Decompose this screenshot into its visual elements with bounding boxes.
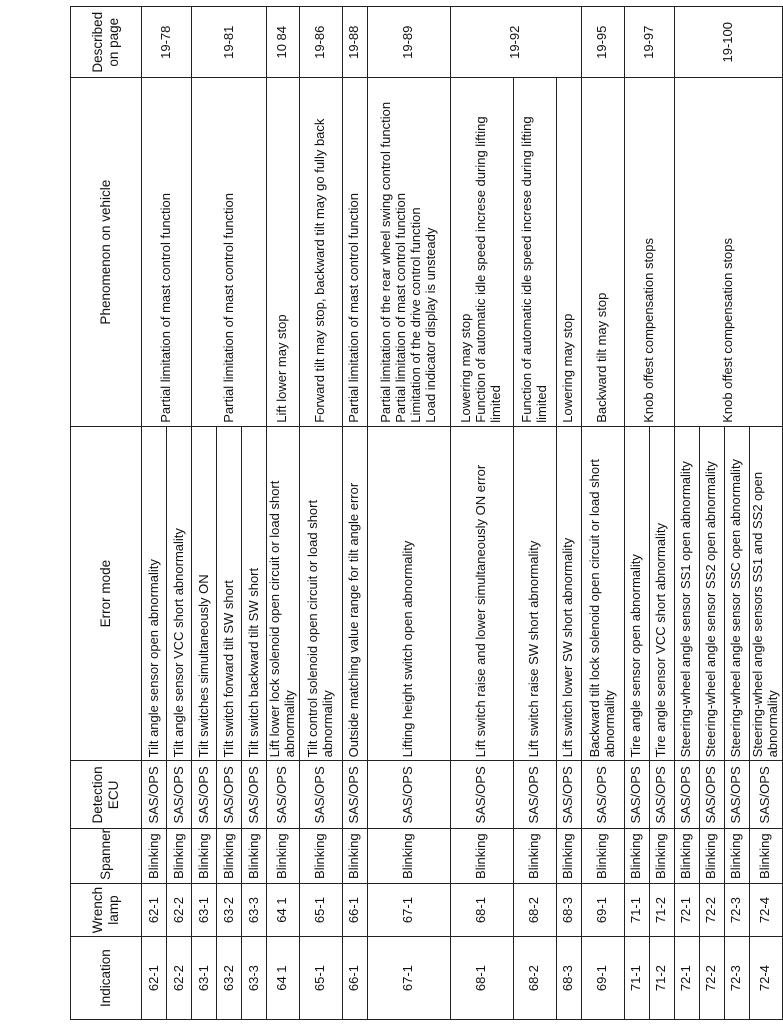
table-row — [513, 7, 556, 1020]
cell-indication: 68-3 — [556, 937, 581, 1020]
cell-phenomenon: Backward tilt may stop — [581, 78, 624, 426]
cell-wrench-lamp: 64 1 — [267, 883, 300, 936]
cell-spanner: Blinking — [167, 829, 192, 883]
cell-error-mode: Backward tilt lock solenoid open circuit or load short abnormality — [581, 426, 624, 761]
cell-indication: 63-2 — [217, 937, 242, 1020]
cell-detection-ecu: SAS/OPS — [724, 761, 749, 829]
cell-detection-ecu: SAS/OPS — [342, 761, 367, 829]
cell-error-mode: Lifting height switch open abnormality — [367, 426, 450, 761]
cell-spanner: Blinking — [267, 829, 300, 883]
cell-spanner: Blinking — [242, 829, 267, 883]
cell-indication: 63-1 — [192, 937, 217, 1020]
cell-error-mode: Outside matching value range for tilt angle error — [342, 426, 367, 761]
cell-phenomenon: Function of automatic idle speed increse during lifting limited — [513, 78, 556, 426]
cell-error-mode: Tire angle sensor open abnormality — [624, 426, 649, 761]
cell-indication: 71-2 — [649, 937, 674, 1020]
cell-wrench-lamp: 63-2 — [217, 883, 242, 936]
cell-phenomenon: Forward tilt may stop, backward tilt may go fully back — [299, 78, 342, 426]
cell-wrench-lamp: 62-2 — [167, 883, 192, 936]
cell-error-mode: Tilt control solenoid open circuit or load short abnormality — [299, 426, 342, 761]
cell-indication: 62-1 — [142, 937, 167, 1020]
cell-detection-ecu: SAS/OPS — [749, 761, 782, 829]
table-row — [267, 7, 300, 1020]
cell-indication: 63-3 — [242, 937, 267, 1020]
cell-wrench-lamp: 68-1 — [450, 883, 513, 936]
cell-error-mode: Lift lower lock solenoid open circuit or load short abnormality — [267, 426, 300, 761]
cell-wrench-lamp: 69-1 — [581, 883, 624, 936]
cell-described-page: 19-86 — [299, 7, 342, 79]
cell-indication: 68-1 — [450, 937, 513, 1020]
cell-error-mode: Steering-wheel angle sensor SS2 open abnormality — [699, 426, 724, 761]
cell-described-page: 19-95 — [581, 7, 624, 79]
cell-indication: 72-2 — [699, 937, 724, 1020]
cell-wrench-lamp: 72-3 — [724, 883, 749, 936]
header-row — [71, 7, 142, 1020]
cell-error-mode: Steering-wheel angle sensor SSC open abnormality — [724, 426, 749, 761]
cell-indication: 69-1 — [581, 937, 624, 1020]
cell-detection-ecu: SAS/OPS — [217, 761, 242, 829]
cell-wrench-lamp: 65-1 — [299, 883, 342, 936]
col-header-described-on-page: Described on page — [71, 7, 142, 79]
cell-wrench-lamp: 71-2 — [649, 883, 674, 936]
table-row — [674, 7, 699, 1020]
cell-error-mode: Tilt switch forward tilt SW short — [217, 426, 242, 761]
cell-spanner: Blinking — [192, 829, 217, 883]
table-row — [624, 7, 649, 1020]
col-header-detection-ecu: Detection ECU — [71, 761, 142, 829]
col-header-wrench-lamp: Wrench lamp — [71, 883, 142, 936]
cell-described-page: 19-81 — [192, 7, 267, 79]
col-header-spanner: Spanner — [71, 829, 142, 883]
cell-error-mode: Tire angle sensor VCC short abnormality — [649, 426, 674, 761]
cell-spanner: Blinking — [581, 829, 624, 883]
cell-spanner: Blinking — [556, 829, 581, 883]
cell-error-mode: Steering-wheel angle sensor SS1 open abnormality — [674, 426, 699, 761]
cell-indication: 72-4 — [749, 937, 782, 1020]
cell-indication: 62-2 — [167, 937, 192, 1020]
cell-phenomenon: Lowering may stop — [556, 78, 581, 426]
cell-phenomenon: Lift lower may stop — [267, 78, 300, 426]
cell-wrench-lamp: 72-4 — [749, 883, 782, 936]
cell-spanner: Blinking — [367, 829, 450, 883]
cell-indication: 66-1 — [342, 937, 367, 1020]
cell-described-page: 10 84 — [267, 7, 300, 79]
phenomenon-line: Function of automatic idle speed increse during lifting limited — [473, 116, 504, 423]
error-code-table — [70, 6, 783, 1020]
cell-wrench-lamp: 72-2 — [699, 883, 724, 936]
cell-detection-ecu: SAS/OPS — [699, 761, 724, 829]
cell-error-mode: Tilt switch backward tilt SW short — [242, 426, 267, 761]
cell-wrench-lamp: 63-1 — [192, 883, 217, 936]
cell-described-page: 19-97 — [624, 7, 674, 79]
cell-wrench-lamp: 68-3 — [556, 883, 581, 936]
table-row — [450, 7, 513, 1020]
cell-indication: 68-2 — [513, 937, 556, 1020]
cell-spanner: Blinking — [674, 829, 699, 883]
cell-spanner: Blinking — [624, 829, 649, 883]
cell-error-mode: Steering-wheel angle sensors SS1 and SS2 open abnormality — [749, 426, 782, 761]
cell-indication: 72-1 — [674, 937, 699, 1020]
table-row — [192, 7, 217, 1020]
cell-error-mode: Lift switch raise SW short abnormality — [513, 426, 556, 761]
cell-wrench-lamp: 71-1 — [624, 883, 649, 936]
phenomenon-line: Load indicator display is unsteady — [422, 227, 438, 423]
cell-spanner: Blinking — [299, 829, 342, 883]
cell-indication: 65-1 — [299, 937, 342, 1020]
cell-detection-ecu: SAS/OPS — [450, 761, 513, 829]
cell-indication: 67-1 — [367, 937, 450, 1020]
cell-spanner: Blinking — [749, 829, 782, 883]
cell-error-mode: Tilt angle sensor open abnormality — [142, 426, 167, 761]
col-header-error-mode: Error mode — [71, 426, 142, 761]
table-row — [581, 7, 624, 1020]
col-header-phenomenon: Phenomenon on vehicle — [71, 78, 142, 426]
table-row — [342, 7, 367, 1020]
table-row — [142, 7, 167, 1020]
cell-wrench-lamp: 68-2 — [513, 883, 556, 936]
cell-spanner: Blinking — [342, 829, 367, 883]
cell-described-page: 19-92 — [450, 7, 581, 79]
cell-phenomenon: Knob offest compensation stops — [624, 78, 674, 426]
cell-spanner: Blinking — [649, 829, 674, 883]
cell-wrench-lamp: 62-1 — [142, 883, 167, 936]
cell-phenomenon — [367, 78, 450, 426]
cell-indication: 71-1 — [624, 937, 649, 1020]
cell-error-mode: Lift switch lower SW short abnormality — [556, 426, 581, 761]
table-row — [367, 7, 450, 1020]
cell-wrench-lamp: 72-1 — [674, 883, 699, 936]
cell-indication: 64 1 — [267, 937, 300, 1020]
cell-detection-ecu: SAS/OPS — [624, 761, 649, 829]
cell-detection-ecu: SAS/OPS — [581, 761, 624, 829]
cell-described-page: 19-78 — [142, 7, 192, 79]
cell-phenomenon: Knob offest compensation stops — [674, 78, 782, 426]
cell-indication: 72-3 — [724, 937, 749, 1020]
cell-wrench-lamp: 63-3 — [242, 883, 267, 936]
table-row — [299, 7, 342, 1020]
cell-spanner: Blinking — [217, 829, 242, 883]
cell-detection-ecu: SAS/OPS — [267, 761, 300, 829]
cell-detection-ecu: SAS/OPS — [513, 761, 556, 829]
cell-phenomenon — [450, 78, 513, 426]
cell-described-page: 19-100 — [674, 7, 782, 79]
cell-spanner: Blinking — [142, 829, 167, 883]
cell-wrench-lamp: 67-1 — [367, 883, 450, 936]
cell-detection-ecu: SAS/OPS — [367, 761, 450, 829]
table-row — [556, 7, 581, 1020]
cell-phenomenon: Partial limitation of mast control function — [142, 78, 192, 426]
cell-spanner: Blinking — [724, 829, 749, 883]
phenomenon-line: Partial limitation of mast control function — [392, 192, 408, 423]
cell-detection-ecu: SAS/OPS — [649, 761, 674, 829]
cell-detection-ecu: SAS/OPS — [556, 761, 581, 829]
cell-detection-ecu: SAS/OPS — [242, 761, 267, 829]
cell-spanner: Blinking — [450, 829, 513, 883]
phenomenon-line: Partial limitation of the rear wheel swing control function — [378, 101, 393, 423]
cell-spanner: Blinking — [699, 829, 724, 883]
col-header-indication: Indication — [71, 937, 142, 1020]
cell-detection-ecu: SAS/OPS — [167, 761, 192, 829]
cell-detection-ecu: SAS/OPS — [299, 761, 342, 829]
cell-described-page: 19-88 — [342, 7, 367, 79]
cell-detection-ecu: SAS/OPS — [142, 761, 167, 829]
cell-phenomenon: Partial limitation of mast control function — [342, 78, 367, 426]
cell-error-mode: Tilt switches simultaneously ON — [192, 426, 217, 761]
cell-spanner: Blinking — [513, 829, 556, 883]
cell-phenomenon: Partial limitation of mast control function — [192, 78, 267, 426]
phenomenon-line: Lowering may stop — [458, 313, 474, 423]
cell-described-page: 19-89 — [367, 7, 450, 79]
cell-error-mode: Lift switch raise and lower simultaneously ON error — [450, 426, 513, 761]
cell-detection-ecu: SAS/OPS — [192, 761, 217, 829]
phenomenon-line: Limitation of the drive control function — [407, 207, 423, 423]
cell-wrench-lamp: 66-1 — [342, 883, 367, 936]
cell-error-mode: Tilt angle sensor VCC short abnormality — [167, 426, 192, 761]
cell-detection-ecu: SAS/OPS — [674, 761, 699, 829]
